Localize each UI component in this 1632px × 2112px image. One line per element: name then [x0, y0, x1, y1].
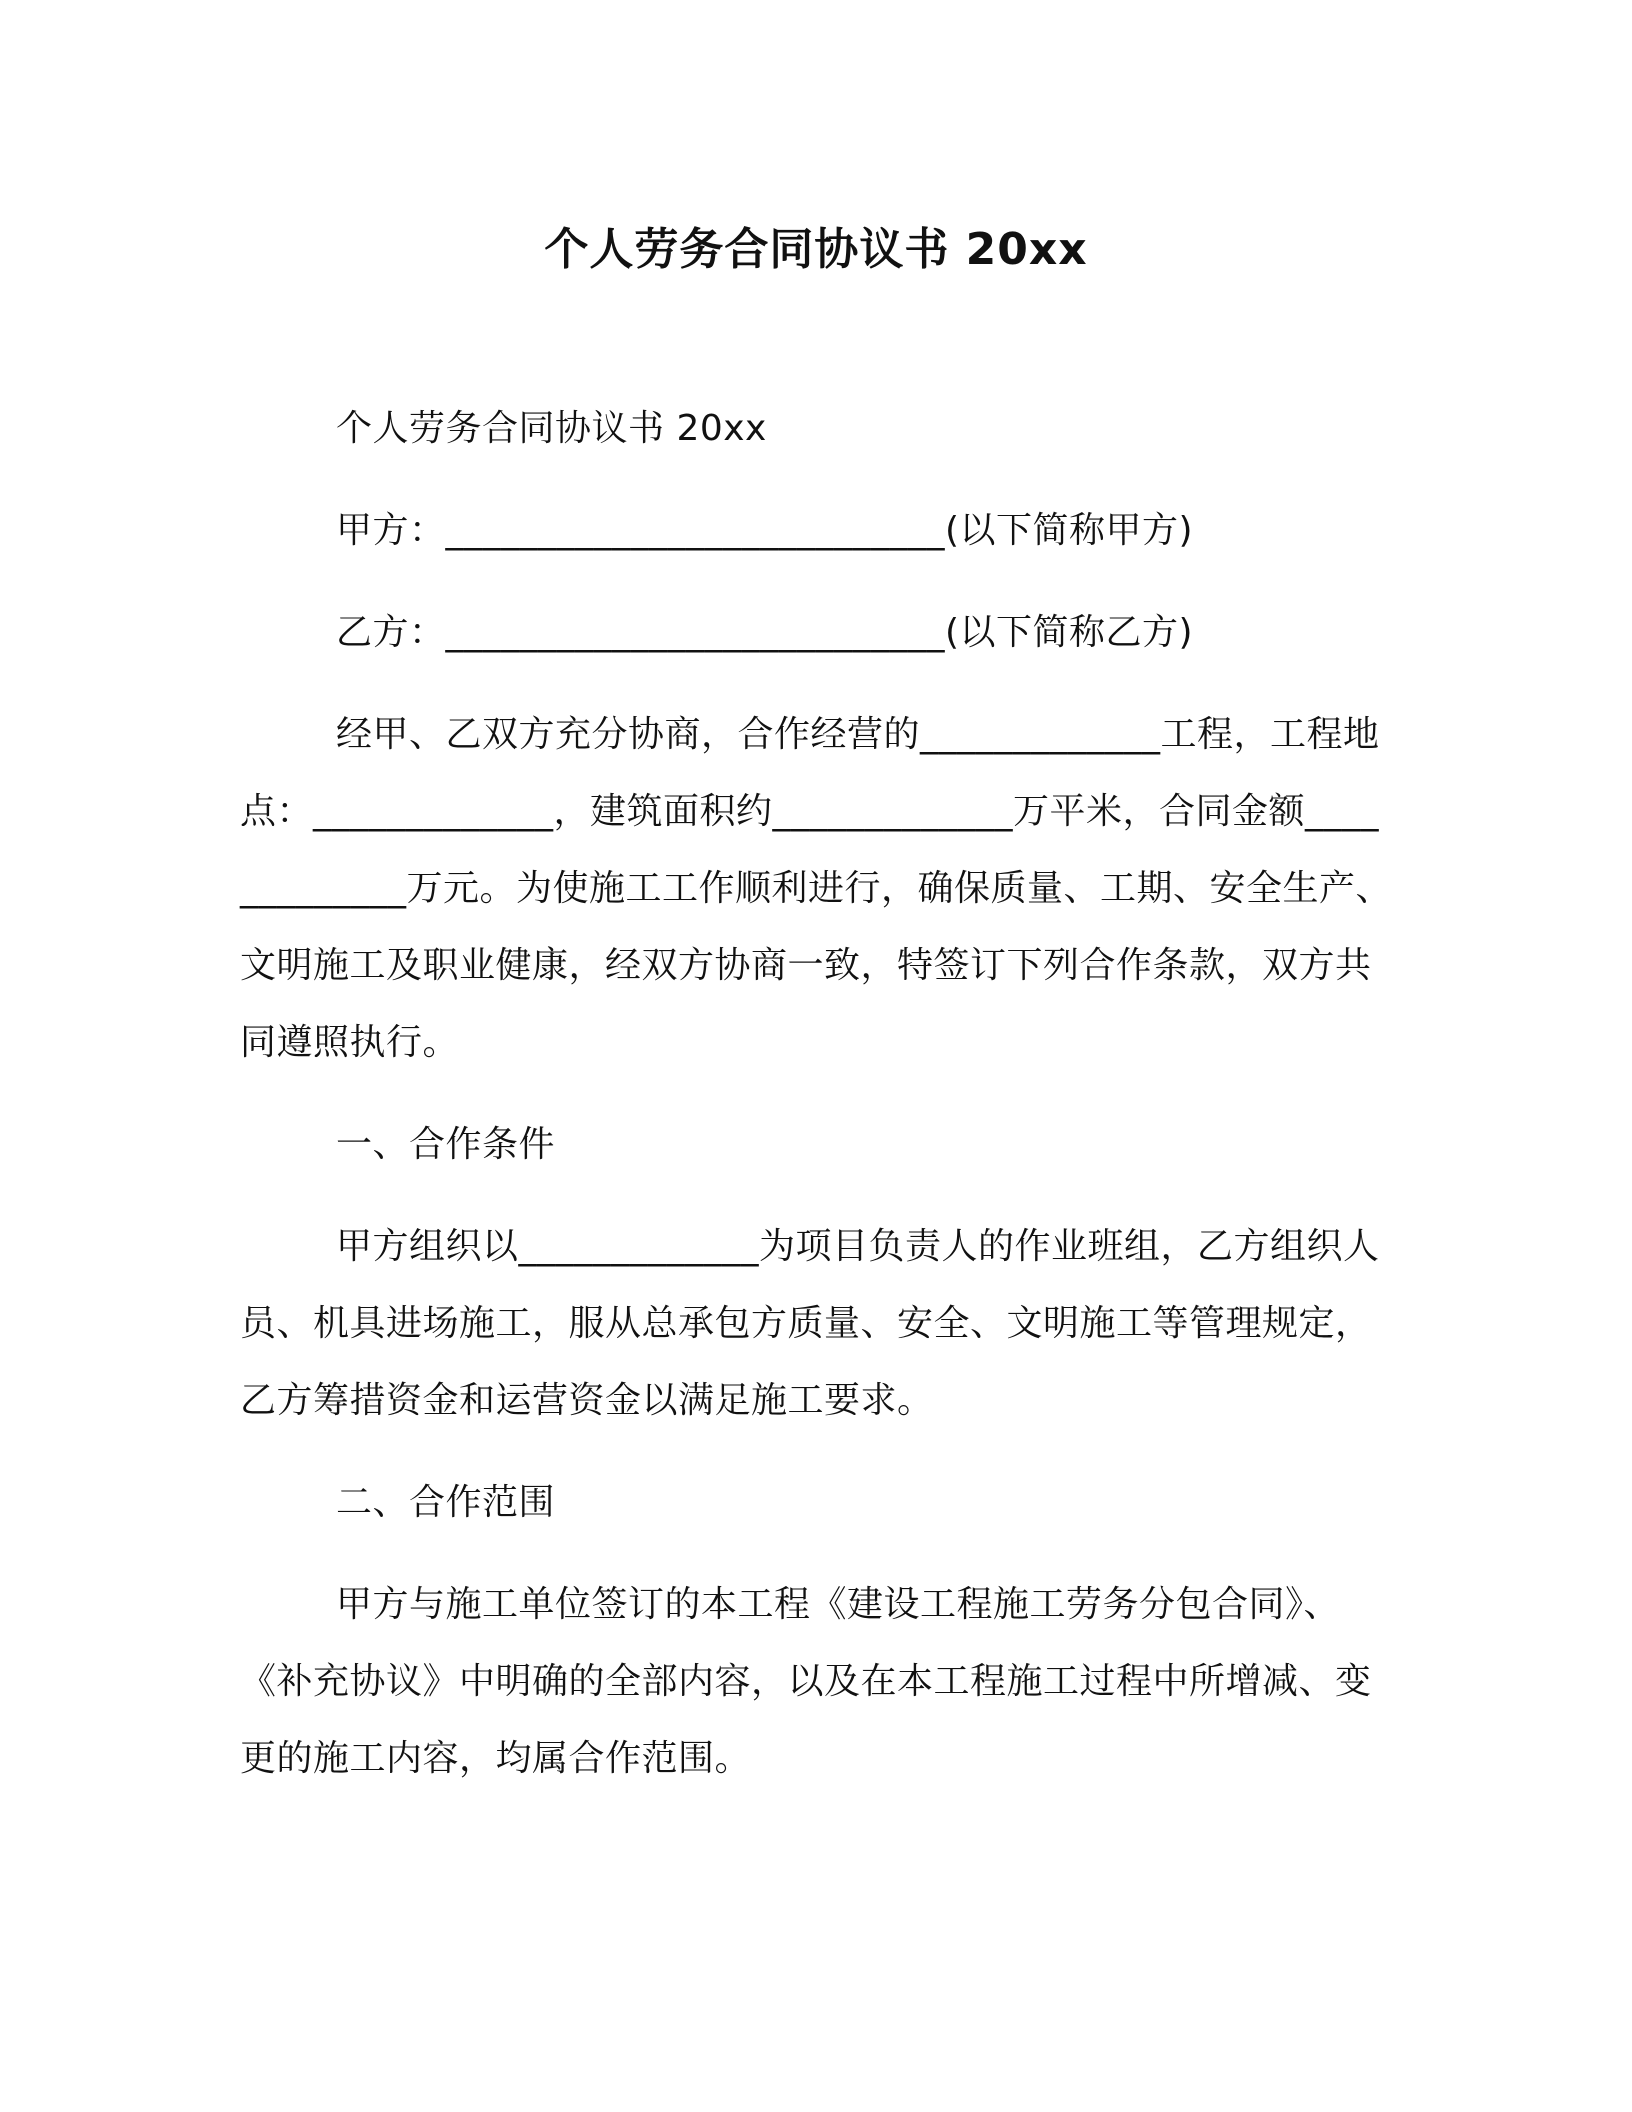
party-b-line: 乙方：___________________________(以下简称乙方): [336, 612, 1194, 653]
cooperation-scope-paragraph: 甲方与施工单位签订的本工程《建设工程施工劳务分包合同》、《补充协议》中明确的全部内容，以及在本工程施工过程中所增减、变更的施工内容，均属合作范围。: [240, 1584, 1372, 1779]
section-heading-cooperation-scope: 二、合作范围: [336, 1482, 556, 1523]
document-title: 个人劳务合同协议书 20xx: [544, 224, 1088, 275]
document-body: [240, 390, 1392, 1822]
intro-paragraph: 经甲、乙双方充分协商，合作经营的_____________工程，工程地点：_____________，建筑面积约_____________万平米，合同金额_____________万元。为使施工工作顺利进行，确保质量、工期、安全生产、文明施工及职业健康，经双方协商一致，特签订下列合作条款，双方共同遵照执行。: [240, 714, 1393, 1063]
section-heading-cooperation-conditions: 一、合作条件: [336, 1124, 556, 1165]
party-a-line: 甲方：___________________________(以下简称甲方): [336, 510, 1194, 551]
subtitle-paragraph: 个人劳务合同协议书 20xx: [336, 408, 767, 449]
cooperation-conditions-paragraph: 甲方组织以_____________为项目负责人的作业班组，乙方组织人员、机具进场施工，服从总承包方质量、安全、文明施工等管理规定，乙方筹措资金和运营资金以满足施工要求。: [240, 1226, 1380, 1421]
